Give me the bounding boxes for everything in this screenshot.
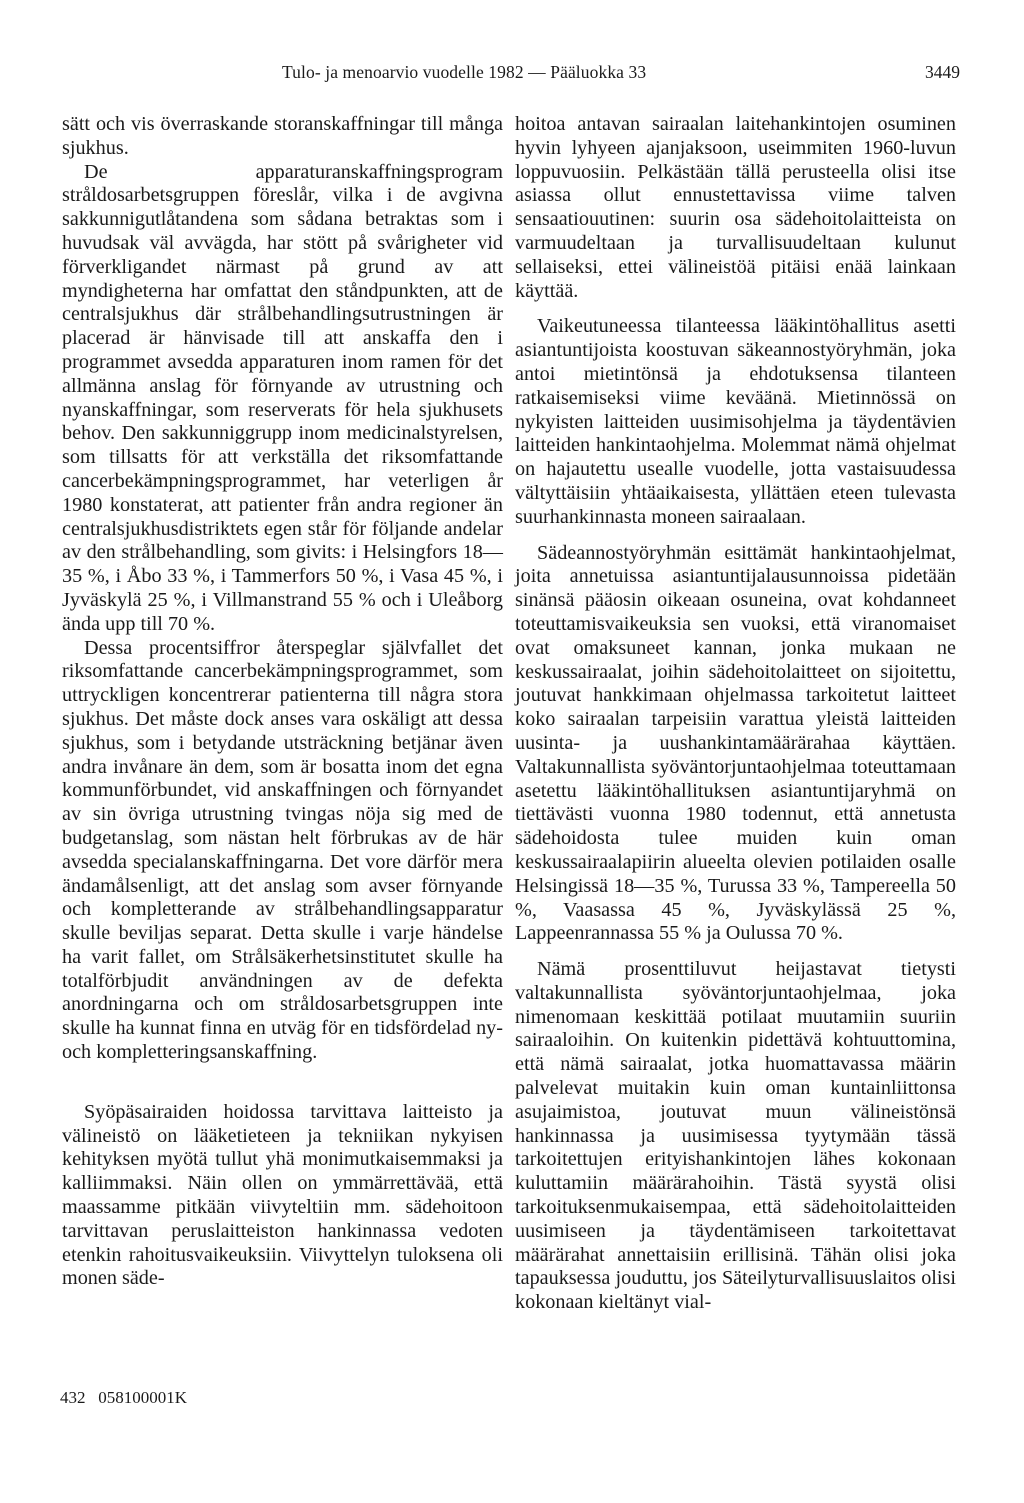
running-title: Tulo- ja menoarvio vuodelle 1982 — Pääluokka 33 [282,62,647,82]
left-paragraph-2: De apparaturanskaffningsprogram stråldosarbetsgruppen föreslår, vilka i de avgivna sakkunnigutlåtandena som sådana betraktas som i huvudsak väl avvägda, har stött på svårigheter vid förverkligandet närmast på grund av att myndigheterna har omfattat den ståndpunkten, att de centralsjukhus där strålbehandlingsutrustningen är placerad är hänvisade till att anskaffa den i programmet avsedda apparaturen inom ramen för det allmänna anslag för förnyande av utrustning och nyanskaffningar, som reserverats för hela sjukhusets behov. Den sakkunniggrupp inom medicinalstyrelsen, som tillsatts för att verkställa det riksomfattande cancerbekämpningsprogrammet, har veterligen år 1980 konstaterat, att patienter från andra regioner än centralsjukhusdistriktets egen står för följande andelar av den strålbehandling, som givits: i Helsingfors 18—35 %, i Åbo 33 %, i Tammerfors 50 %, i Vasa 45 %, i Jyväskylä 25 %, i Villmanstrand 55 % och i Uleåborg ända upp till 70 %. [62,160,503,635]
left-paragraph-1: sätt och vis överraskande storanskaffningar till många sjukhus. [62,113,503,159]
left-paragraph-3: Dessa procentsiffror återspeglar självfallet det riksomfattande cancerbekämpningsprogrammet, som uttryckligen koncentrerar patienterna till några stora sjukhus. Det måste dock anses vara oskäligt att dessa sjukhus, som i betydande utsträckning betjänar även andra invånare än dem, som är bosatta inom det egna kommunförbundet, vid anskaffningen och förnyandet av sin övriga utrustning tvingas nöja sig med de budgetanslag, som nästan helt förbrukas av de här avsedda specialanskaffningarna. Det vore därför mera ändamålsenligt, att det anslag som avser förnyande och kompletterande av strålbehandlingsapparatur skulle beviljas separat. Detta skulle i varje händelse ha varit fallet, om Strålsäkerhetsinstitutet skulle ha totalförbjudit användningen av de defekta anordningarna och om stråldosarbetsgruppen inte skulle ha kunnat finna en utväg för en tidsfördelad ny- och kompletteringsanskaffning. [62,636,503,1064]
print-code: 432 058100001K [60,1388,188,1407]
right-paragraph-4: Nämä prosenttiluvut heijastavat tietysti valtakunnallista syöväntorjuntaohjelmaa, joka nimenomaan keskittää potilaat muutamiin suuriin sairaaloihin. On kuitenkin pidettävä kohtuuttomina, että nämä sairaalat, jotka huomattavassa määrin palvelevat muitakin kuin oman kuntainliittonsa asujaimistoa, joutuvat muun välineistönsä hankinnassa ja uusimisessa tyytymään tässä tarkoitettujen erityishankintojen lähes kokonaan kuluttamiin määrärahoihin. Tästä syystä olisi tarkoituksenmukaisempaa, että sädehoitolaitteiden uusimiseen ja täydentämiseen tarkoitettavat määrärahat annettaisiin erillisinä. Tähän olisi joka tapauksessa jouduttu, jos Säteilyturvallisuuslaitos olisi kokonaan kieltänyt vial- [515,958,956,1314]
left-paragraph-4: Syöpäsairaiden hoidossa tarvittava laitteisto ja välineistö on lääketieteen ja tekniikan nykyisen kehityksen myötä tullut yhä monimutkaisemmaksi ja kalliimmaksi. Näin ollen on ymmärrettävää, että maassamme pitkään viivyteltiin mm. sädehoitoon tarvittavan peruslaitteiston hankinnassa vedoten etenkin rahoitusvaikeuksiin. Viivyttelyn tuloksena oli monen säde- [62,1100,503,1290]
right-column [515,113,956,1315]
left-column [62,113,503,1291]
page-number: 3449 [925,62,960,82]
right-paragraph-2: Vaikeutuneessa tilanteessa lääkintöhallitus asetti asiantuntijoista koostuvan säkeannostyöryhmän, joka antoi mietintönsä ja ehdotuksensa tilanteen ratkaisemiseksi viime keväänä. Mietinnössä on nykyisten laitteiden uusimisohjelma ja täydentävien laitteiden hankintaohjelma. Molemmat nämä ohjelmat on hajautettu usealle vuodelle, jotta vastaisuudessa vältyttäisiin yhtäaikaisesta, yllättäen eteen tulevasta suurhankinnasta moneen sairaalaan. [515,315,956,528]
page-header [0,62,1024,90]
page-footer [60,1388,187,1408]
right-paragraph-1: hoitoa antavan sairaalan laitehankintojen osuminen hyvin lyhyeen ajanjaksoon, useimmiten 1960-luvun loppuvuosiin. Pelkästään tällä perusteella olisi itse asiassa ollut ennustettavissa viime talven sensaatiouutinen: suurin osa sädehoitolaitteista on varmuudeltaan ja turvallisuudeltaan kulunut sellaiseksi, ettei välineistöä pitäisi enää lainkaan käyttää. [515,113,956,302]
right-paragraph-3: Sädeannostyöryhmän esittämät hankintaohjelmat, joita annetuissa asiantuntijalausunnoissa pidetään sinänsä pääosin oikeaan osuneina, ovat kohdanneet toteuttamisvaikeuksia sen vuoksi, että viranomaiset ovat omaksuneet kannan, jonka mukaan ne keskussairaalat, joihin sädehoitolaitteet on sijoitettu, joutuvat hankkimaan ohjelmassa tarkoitetut laitteet koko sairaalan tarpeisiin varattua yleistä laitteiden uusinta- ja uushankintamäärärahaa käyttäen. Valtakunnallista syöväntorjuntaohjelmaa toteuttamaan asetettu lääkintöhallituksen asiantuntijaryhmä on tiettävästi vuonna 1980 todennut, että annetusta sädehoidosta tulee muiden kuin oman keskussairaalapiirin alueelta olevien potilaiden osalle Helsingissä 18—35 %, Turussa 33 %, Tampereella 50 %, Vaasassa 45 %, Jyväskylässä 25 %, Lappeenrannassa 55 % ja Oulussa 70 %. [515,541,956,945]
